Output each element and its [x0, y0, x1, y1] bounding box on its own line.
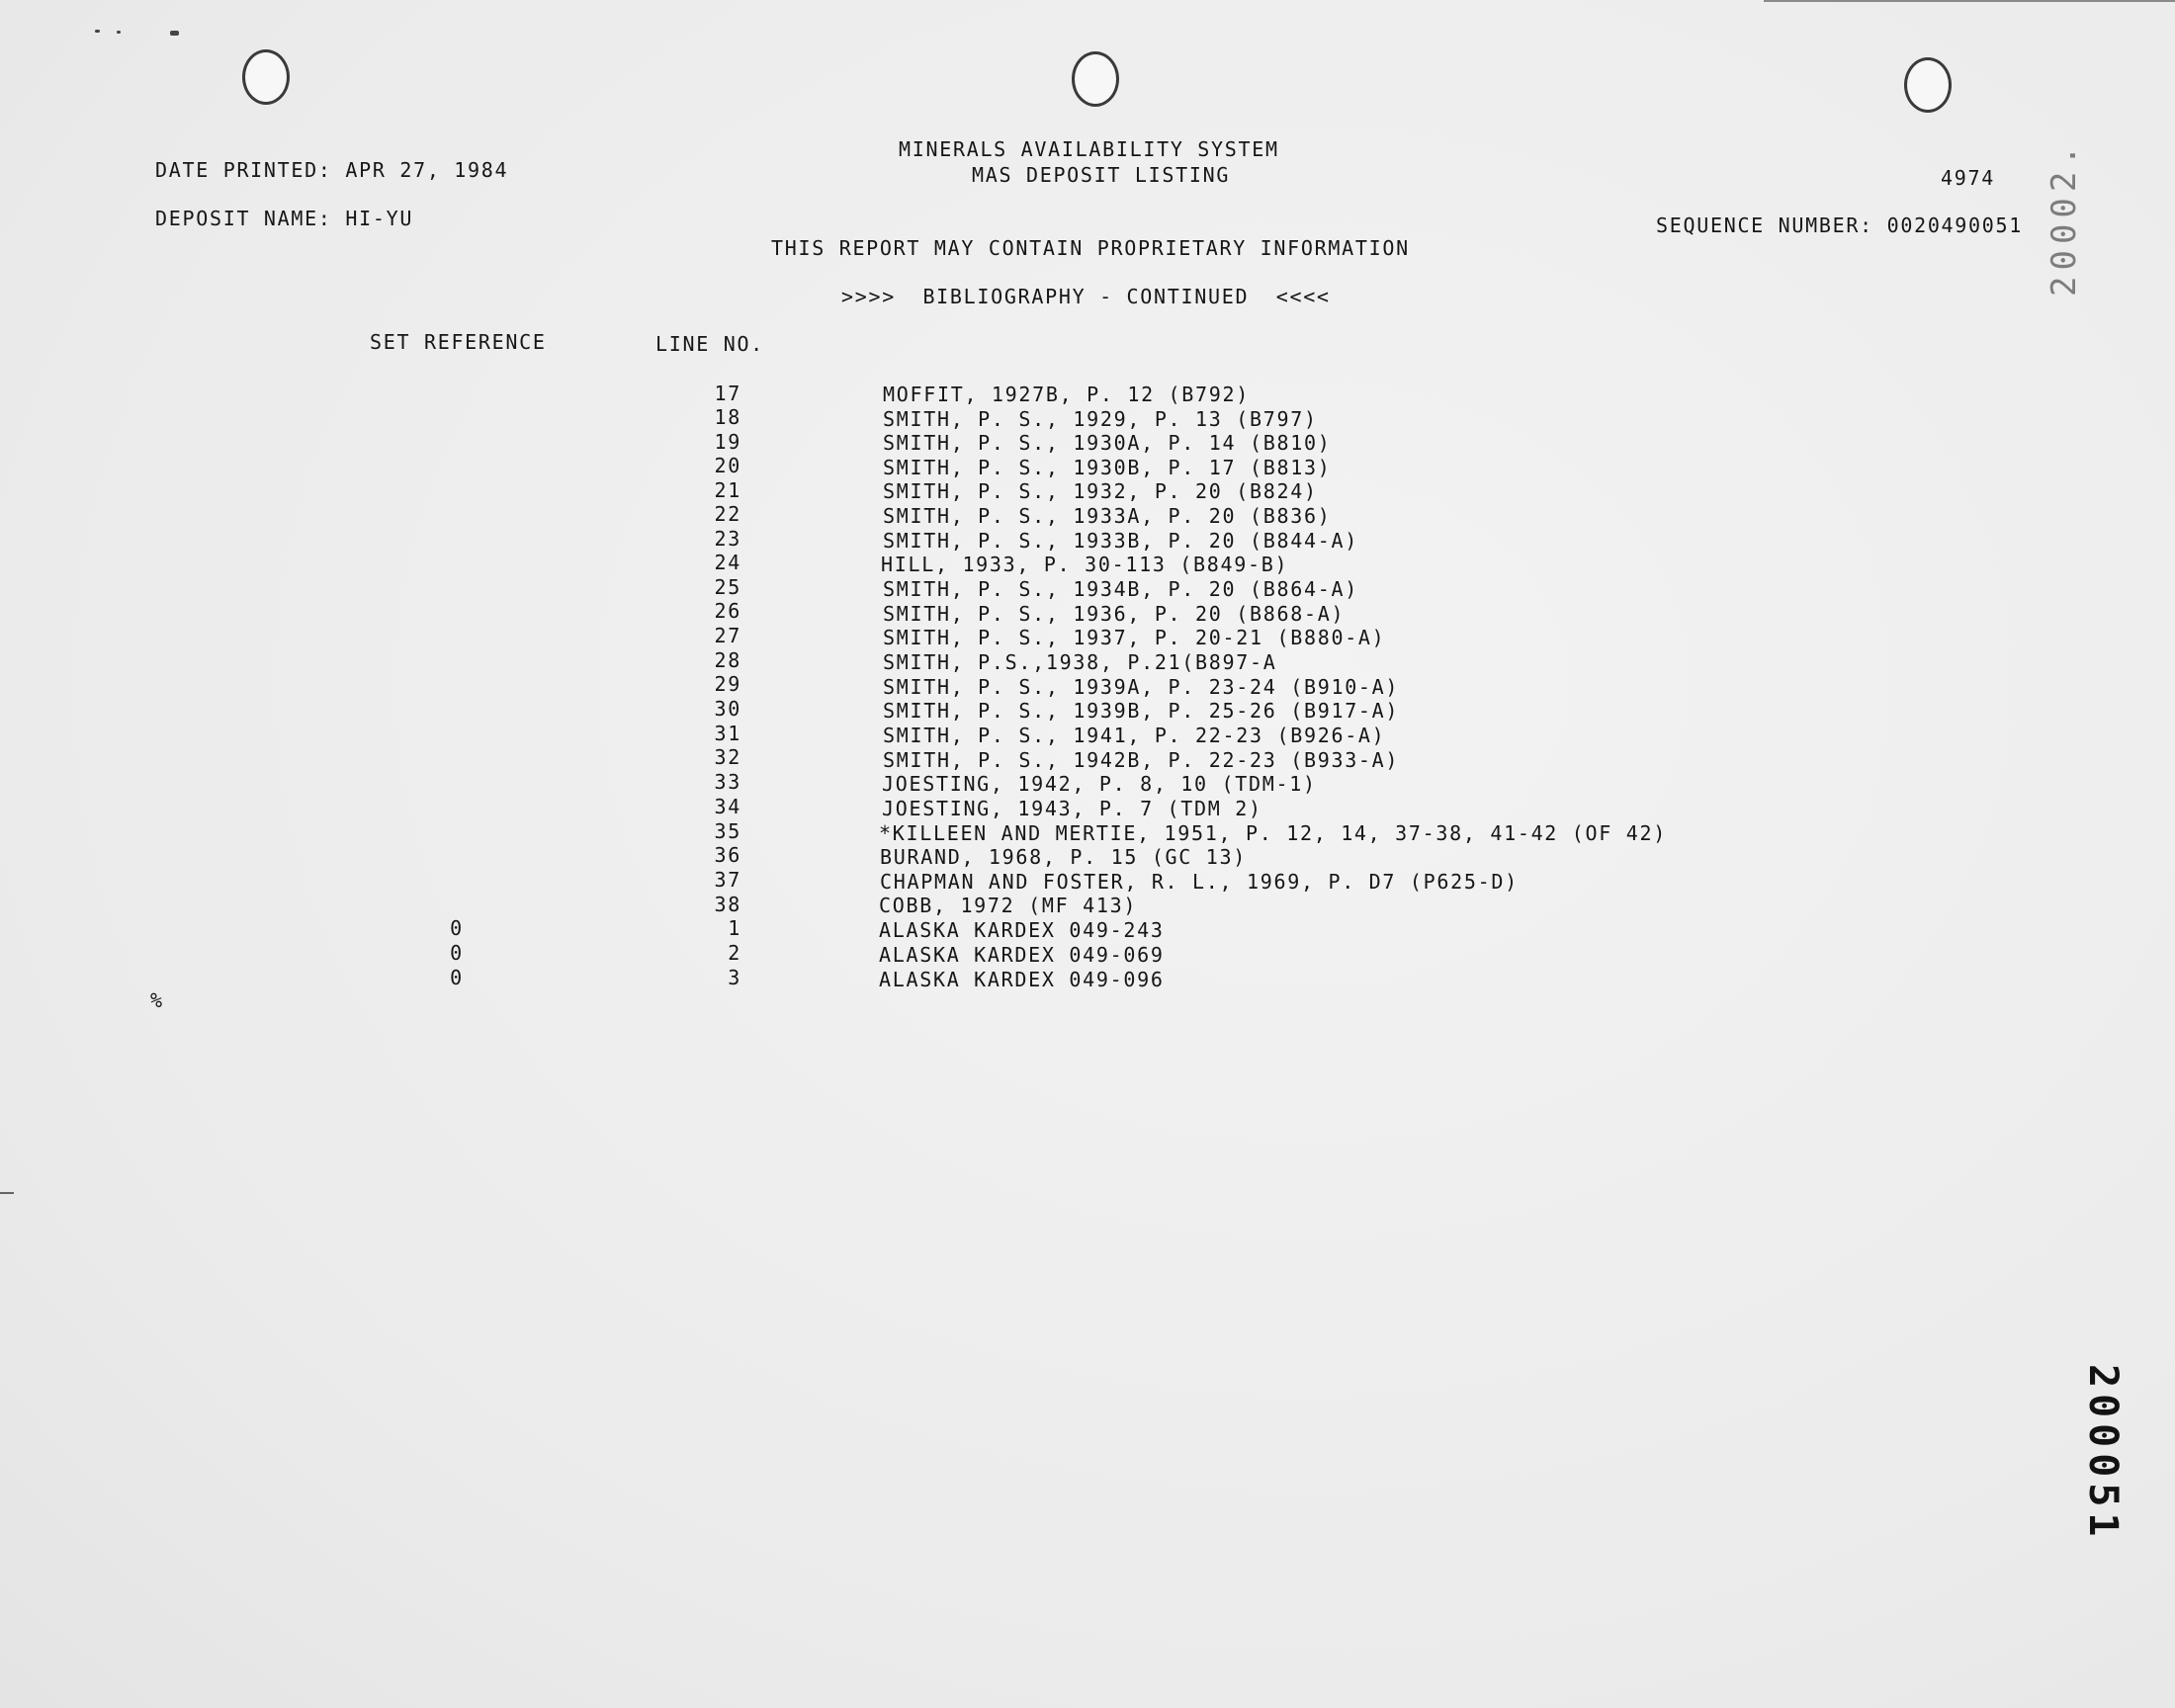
reference-cell: SMITH, P. S., 1936, P. 20 (B868-A) — [883, 602, 1346, 626]
reference-cell: SMITH, P.S.,1938, P.21(B897-A — [883, 650, 1277, 674]
reference-cell: SMITH, P. S., 1934B, P. 20 (B864-A) — [883, 577, 1358, 601]
line-number-cell: 37 — [714, 868, 741, 892]
set-reference-cell: 0 — [450, 966, 464, 989]
scan-speck — [170, 31, 179, 36]
reference-cell: SMITH, P. S., 1941, P. 22-23 (B926-A) — [883, 724, 1386, 747]
line-number-cell: 1 — [728, 916, 741, 940]
reference-cell: MOFFIT, 1927B, P. 12 (B792) — [883, 383, 1251, 406]
sequence-number: SEQUENCE NUMBER: 0020490051 — [1656, 214, 2024, 237]
reference-cell: SMITH, P. S., 1932, P. 20 (B824) — [883, 479, 1318, 503]
date-printed: DATE PRINTED: APR 27, 1984 — [155, 158, 509, 182]
reference-cell: SMITH, P. S., 1929, P. 13 (B797) — [883, 407, 1318, 431]
end-marker: % — [150, 988, 164, 1012]
reference-cell: SMITH, P. S., 1933B, P. 20 (B844-A) — [883, 529, 1358, 553]
line-number-cell: 38 — [714, 893, 741, 916]
reference-cell: SMITH, P. S., 1942B, P. 22-23 (B933-A) — [883, 748, 1400, 772]
reference-cell: ALASKA KARDEX 049-069 — [879, 943, 1165, 967]
line-number-cell: 35 — [714, 819, 741, 843]
reference-cell: SMITH, P. S., 1939B, P. 25-26 (B917-A) — [883, 699, 1400, 723]
deposit-name: DEPOSIT NAME: HI-YU — [155, 207, 414, 230]
line-number-cell: 27 — [714, 624, 741, 647]
line-number-cell: 21 — [714, 478, 741, 502]
line-number-cell: 19 — [714, 430, 741, 454]
line-number-cell: 24 — [714, 551, 741, 574]
line-number-cell: 22 — [714, 502, 741, 526]
margin-stamp-bottom: 200051 — [2080, 1364, 2126, 1543]
line-number-cell: 17 — [714, 382, 741, 405]
reference-cell: *KILLEEN AND MERTIE, 1951, P. 12, 14, 37-38, 41-42 (OF 42) — [879, 821, 1667, 845]
section-title: >>>> BIBLIOGRAPHY - CONTINUED <<<< — [841, 285, 1331, 308]
column-header-set-reference: SET REFERENCE — [370, 330, 547, 354]
scan-edge-line — [0, 1192, 14, 1194]
reference-cell: ALASKA KARDEX 049-096 — [879, 968, 1165, 991]
binder-hole-center — [1072, 51, 1119, 107]
page-number: 4974 — [1941, 166, 1995, 190]
reference-cell: SMITH, P. S., 1937, P. 20-21 (B880-A) — [883, 626, 1386, 649]
set-reference-cell: 0 — [450, 916, 464, 940]
proprietary-notice: THIS REPORT MAY CONTAIN PROPRIETARY INFORMATION — [771, 236, 1410, 260]
reference-cell: HILL, 1933, P. 30-113 (B849-B) — [881, 553, 1289, 576]
line-number-cell: 34 — [714, 795, 741, 818]
line-number-cell: 29 — [714, 672, 741, 696]
reference-cell: SMITH, P. S., 1933A, P. 20 (B836) — [883, 504, 1332, 528]
line-number-cell: 3 — [728, 966, 741, 989]
system-title: MINERALS AVAILABILITY SYSTEM — [899, 137, 1279, 161]
reference-cell: ALASKA KARDEX 049-243 — [879, 918, 1165, 942]
line-number-cell: 20 — [714, 454, 741, 477]
line-number-cell: 28 — [714, 648, 741, 672]
binder-hole-right — [1904, 57, 1952, 113]
line-number-cell: 2 — [728, 941, 741, 965]
reference-cell: SMITH, P. S., 1930A, P. 14 (B810) — [883, 431, 1332, 455]
reference-cell: SMITH, P. S., 1939A, P. 23-24 (B910-A) — [883, 675, 1400, 699]
set-reference-cell: 0 — [450, 941, 464, 965]
line-number-cell: 18 — [714, 405, 741, 429]
scan-edge-line — [1764, 0, 2175, 2]
binder-hole-left — [242, 49, 290, 105]
listing-title: MAS DEPOSIT LISTING — [972, 163, 1231, 187]
line-number-cell: 33 — [714, 770, 741, 794]
reference-cell: CHAPMAN AND FOSTER, R. L., 1969, P. D7 (P625-D) — [880, 870, 1519, 894]
scan-speck — [117, 31, 121, 34]
line-number-cell: 25 — [714, 575, 741, 599]
reference-cell: JOESTING, 1943, P. 7 (TDM 2) — [882, 797, 1262, 820]
scan-speck — [95, 30, 100, 33]
reference-cell: JOESTING, 1942, P. 8, 10 (TDM-1) — [882, 772, 1317, 796]
reference-cell: SMITH, P. S., 1930B, P. 17 (B813) — [883, 456, 1332, 479]
margin-stamp-top: 20002. — [2044, 139, 2084, 297]
line-number-cell: 23 — [714, 527, 741, 551]
reference-cell: COBB, 1972 (MF 413) — [879, 894, 1138, 917]
line-number-cell: 32 — [714, 745, 741, 769]
column-header-line-no: LINE NO. — [655, 332, 764, 356]
reference-cell: BURAND, 1968, P. 15 (GC 13) — [880, 845, 1248, 869]
line-number-cell: 30 — [714, 697, 741, 721]
line-number-cell: 26 — [714, 599, 741, 623]
line-number-cell: 36 — [714, 843, 741, 867]
line-number-cell: 31 — [714, 722, 741, 745]
